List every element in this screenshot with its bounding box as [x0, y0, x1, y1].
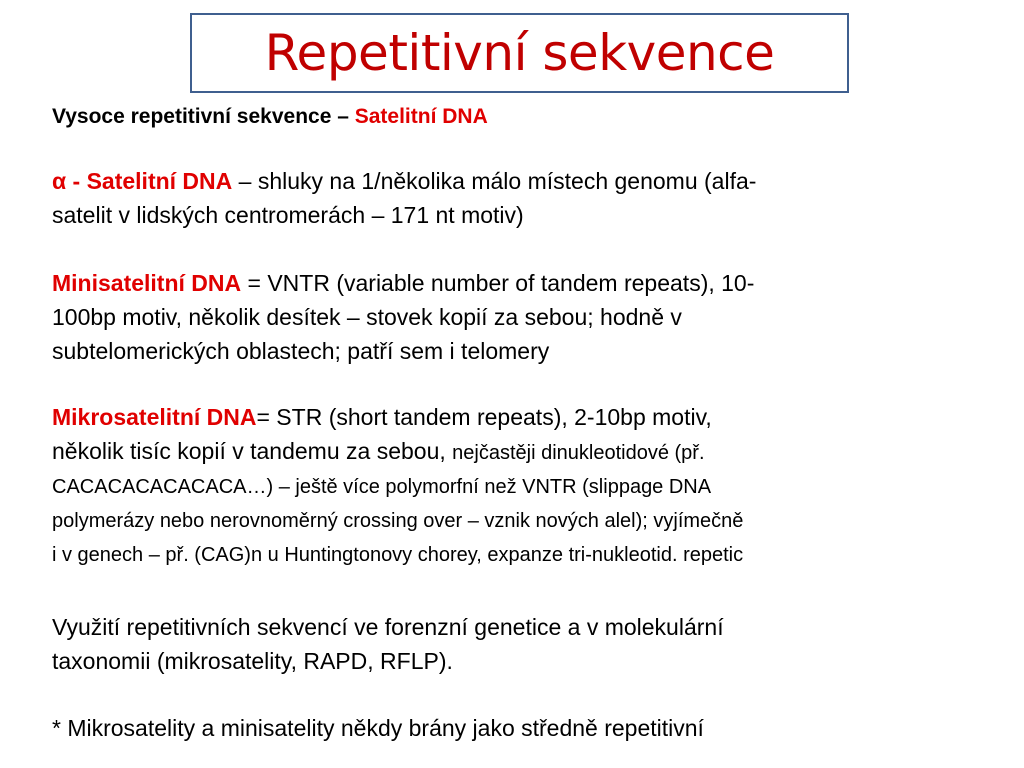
microsatellite-paragraph [52, 400, 952, 572]
micro-term: Mikrosatelitní DNA [52, 404, 257, 430]
slide-title: Repetitivní sekvence [264, 24, 775, 82]
alpha-term: α - Satelitní DNA [52, 168, 233, 194]
footnote-text: * Mikrosatelity a minisatelity někdy brány jako středně repetitivní [52, 715, 704, 741]
alpha-satellite-paragraph [52, 164, 952, 232]
micro-line5: i v genech – př. (CAG)n u Huntingtonovy chorey, expanze tri-nukleotid. repetic [52, 544, 744, 566]
micro-line4: polymerázy nebo nerovnoměrný crossing over – vznik nových alel); vyjímečně [52, 510, 744, 532]
usage-paragraph [52, 610, 952, 678]
title-box [190, 13, 849, 93]
footnote [52, 711, 952, 745]
minisatellite-paragraph [52, 266, 952, 368]
subtitle-highlight: Satelitní DNA [354, 105, 488, 128]
alpha-line1: – shluky na 1/několika málo místech genomu (alfa- [232, 168, 757, 194]
mini-line3: subtelomerických oblastech; patří sem i telomery [52, 338, 550, 364]
micro-line2-small: nejčastěji dinukleotidové (př. [452, 442, 705, 464]
micro-line2-main: několik tisíc kopií v tandemu za sebou, [52, 438, 453, 464]
subtitle-lead: Vysoce repetitivní sekvence – [52, 105, 355, 128]
mini-line1: = VNTR (variable number of tandem repeats), 10- [241, 270, 755, 296]
subtitle-line [52, 100, 952, 134]
mini-line2: 100bp motiv, několik desítek – stovek kopií za sebou; hodně v [52, 304, 682, 330]
mini-term: Minisatelitní DNA [52, 270, 242, 296]
alpha-line2: satelit v lidských centromerách – 171 nt motiv) [52, 202, 524, 228]
micro-line1: = STR (short tandem repeats), 2-10bp motiv, [256, 404, 712, 430]
usage-line1: Využití repetitivních sekvencí ve forenzní genetice a v molekulární [52, 614, 724, 640]
micro-line3: CACACACACACACA…) – ještě více polymorfní než VNTR (slippage DNA [52, 476, 712, 498]
usage-line2: taxonomii (mikrosatelity, RAPD, RFLP). [52, 648, 453, 674]
